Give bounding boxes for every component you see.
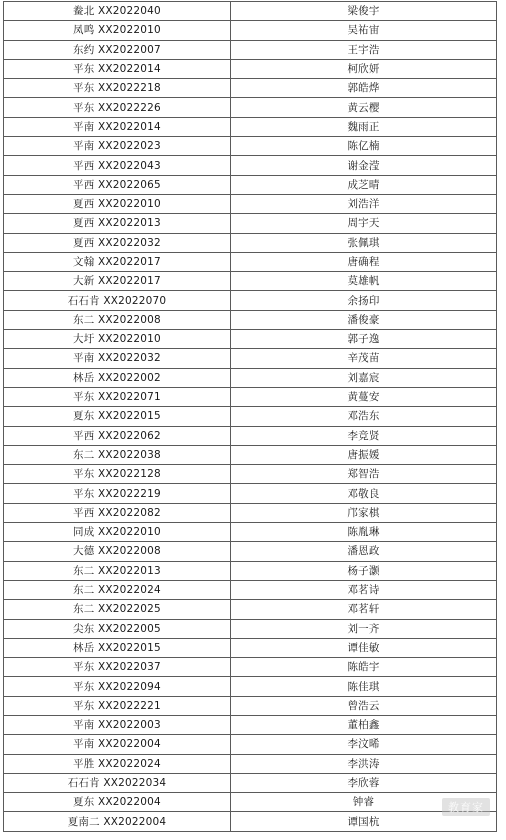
table-row (4, 310, 497, 329)
table-row (4, 59, 497, 78)
table-row (4, 523, 497, 542)
student-name-cell: 谭国杭 (231, 812, 497, 831)
student-name-cell: 谭佳敏 (231, 638, 497, 657)
student-name-cell: 邓敬良 (231, 484, 497, 503)
school-code-cell: 文翰 XX2022017 (4, 252, 231, 271)
table-row (4, 677, 497, 696)
school-code-cell: 平南 XX2022003 (4, 715, 231, 734)
school-code-cell: 林岳 XX2022015 (4, 638, 231, 657)
school-code-cell: 平东 XX2022221 (4, 696, 231, 715)
table-row (4, 98, 497, 117)
school-code-cell: 林岳 XX2022002 (4, 368, 231, 387)
school-code-cell: 平西 XX2022043 (4, 156, 231, 175)
table-row (4, 619, 497, 638)
school-code-cell: 东约 XX2022007 (4, 40, 231, 59)
table-row (4, 484, 497, 503)
school-code-cell: 鲞北 XX2022040 (4, 2, 231, 21)
student-name-cell: 刘一齐 (231, 619, 497, 638)
student-name-cell: 李竞贤 (231, 426, 497, 445)
table-row (4, 445, 497, 464)
table-row (4, 812, 497, 831)
table-row (4, 214, 497, 233)
student-name-cell: 陈皓宇 (231, 658, 497, 677)
school-code-cell: 东二 XX2022024 (4, 580, 231, 599)
school-code-cell: 夏西 XX2022013 (4, 214, 231, 233)
school-code-cell: 平东 XX2022218 (4, 79, 231, 98)
school-code-cell: 平东 XX2022037 (4, 658, 231, 677)
student-name-cell: 曾浩云 (231, 696, 497, 715)
table-row (4, 542, 497, 561)
school-code-cell: 东二 XX2022025 (4, 600, 231, 619)
student-name-cell: 谢金滢 (231, 156, 497, 175)
school-code-cell: 大圩 XX2022010 (4, 330, 231, 349)
student-name-cell: 陈胤琳 (231, 523, 497, 542)
school-code-cell: 平西 XX2022062 (4, 426, 231, 445)
table-row (4, 580, 497, 599)
table-row (4, 137, 497, 156)
school-code-cell: 夏西 XX2022010 (4, 194, 231, 213)
table-row (4, 330, 497, 349)
school-code-cell: 平南 XX2022023 (4, 137, 231, 156)
table-row (4, 368, 497, 387)
table-row (4, 715, 497, 734)
table-row (4, 349, 497, 368)
table-row (4, 503, 497, 522)
school-code-cell: 平东 XX2022071 (4, 387, 231, 406)
student-name-cell: 邝家棋 (231, 503, 497, 522)
school-code-cell: 平东 XX2022094 (4, 677, 231, 696)
table-row (4, 233, 497, 252)
school-code-cell: 平南 XX2022004 (4, 735, 231, 754)
school-code-cell: 大新 XX2022017 (4, 272, 231, 291)
school-code-cell: 平东 XX2022128 (4, 465, 231, 484)
student-name-cell: 郑智浩 (231, 465, 497, 484)
table-row (4, 465, 497, 484)
student-name-cell: 黄蔓安 (231, 387, 497, 406)
school-code-cell: 平胜 XX2022024 (4, 754, 231, 773)
school-code-cell: 平西 XX2022082 (4, 503, 231, 522)
school-code-cell: 平南 XX2022014 (4, 117, 231, 136)
table-row (4, 638, 497, 657)
student-name-cell: 郭子逸 (231, 330, 497, 349)
student-name-cell: 张佩琪 (231, 233, 497, 252)
student-name-cell: 陈佳琪 (231, 677, 497, 696)
student-name-cell: 成芝晴 (231, 175, 497, 194)
student-name-cell: 辛茂苗 (231, 349, 497, 368)
student-name-cell: 潘俊豪 (231, 310, 497, 329)
student-name-cell: 邓茗诗 (231, 580, 497, 599)
school-code-cell: 平东 XX2022226 (4, 98, 231, 117)
student-name-cell: 梁俊宇 (231, 2, 497, 21)
table-row (4, 600, 497, 619)
table-row (4, 407, 497, 426)
student-name-cell: 刘嘉宸 (231, 368, 497, 387)
table-row (4, 40, 497, 59)
school-code-cell: 石石肯 XX2022034 (4, 773, 231, 792)
school-code-cell: 平东 XX2022219 (4, 484, 231, 503)
school-code-cell: 东二 XX2022013 (4, 561, 231, 580)
student-name-cell: 周宇天 (231, 214, 497, 233)
school-code-cell: 夏东 XX2022015 (4, 407, 231, 426)
student-name-cell: 钟睿 (231, 793, 497, 812)
table-row (4, 426, 497, 445)
table-row (4, 658, 497, 677)
table-row (4, 21, 497, 40)
roster-table (3, 1, 497, 832)
table-row (4, 696, 497, 715)
student-name-cell: 李汶晞 (231, 735, 497, 754)
table-row (4, 754, 497, 773)
school-code-cell: 平南 XX2022032 (4, 349, 231, 368)
student-name-cell: 魏雨正 (231, 117, 497, 136)
student-name-cell: 董柏鑫 (231, 715, 497, 734)
school-code-cell: 尖东 XX2022005 (4, 619, 231, 638)
school-code-cell: 夏东 XX2022004 (4, 793, 231, 812)
student-name-cell: 吴祐宙 (231, 21, 497, 40)
site-watermark: 教育家 (442, 798, 490, 816)
student-name-cell: 黄云樱 (231, 98, 497, 117)
table-row (4, 793, 497, 812)
table-row (4, 387, 497, 406)
school-code-cell: 同成 XX2022010 (4, 523, 231, 542)
school-code-cell: 东二 XX2022038 (4, 445, 231, 464)
table-row (4, 175, 497, 194)
student-name-cell: 邓浩东 (231, 407, 497, 426)
student-name-cell: 潘恩政 (231, 542, 497, 561)
table-row (4, 252, 497, 271)
school-code-cell: 大德 XX2022008 (4, 542, 231, 561)
student-name-cell: 邓茗轩 (231, 600, 497, 619)
roster-body (4, 2, 497, 832)
table-row (4, 2, 497, 21)
table-row (4, 735, 497, 754)
student-name-cell: 柯欣妍 (231, 59, 497, 78)
table-row (4, 291, 497, 310)
student-name-cell: 郭皓烨 (231, 79, 497, 98)
student-name-cell: 王宇浩 (231, 40, 497, 59)
student-name-cell: 陈亿楠 (231, 137, 497, 156)
table-row (4, 117, 497, 136)
table-row (4, 79, 497, 98)
school-code-cell: 东二 XX2022008 (4, 310, 231, 329)
school-code-cell: 石石肯 XX2022070 (4, 291, 231, 310)
table-row (4, 194, 497, 213)
student-name-cell: 余扬印 (231, 291, 497, 310)
school-code-cell: 平西 XX2022065 (4, 175, 231, 194)
school-code-cell: 夏西 XX2022032 (4, 233, 231, 252)
student-name-cell: 杨子灏 (231, 561, 497, 580)
student-name-cell: 唐确程 (231, 252, 497, 271)
student-name-cell: 莫雄帆 (231, 272, 497, 291)
student-name-cell: 唐振媛 (231, 445, 497, 464)
student-name-cell: 刘浩洋 (231, 194, 497, 213)
school-code-cell: 凤鸣 XX2022010 (4, 21, 231, 40)
school-code-cell: 平东 XX2022014 (4, 59, 231, 78)
school-code-cell: 夏南二 XX2022004 (4, 812, 231, 831)
student-name-cell: 李欣蓉 (231, 773, 497, 792)
table-row (4, 773, 497, 792)
table-row (4, 561, 497, 580)
student-name-cell: 李洪涛 (231, 754, 497, 773)
table-row (4, 272, 497, 291)
table-row (4, 156, 497, 175)
